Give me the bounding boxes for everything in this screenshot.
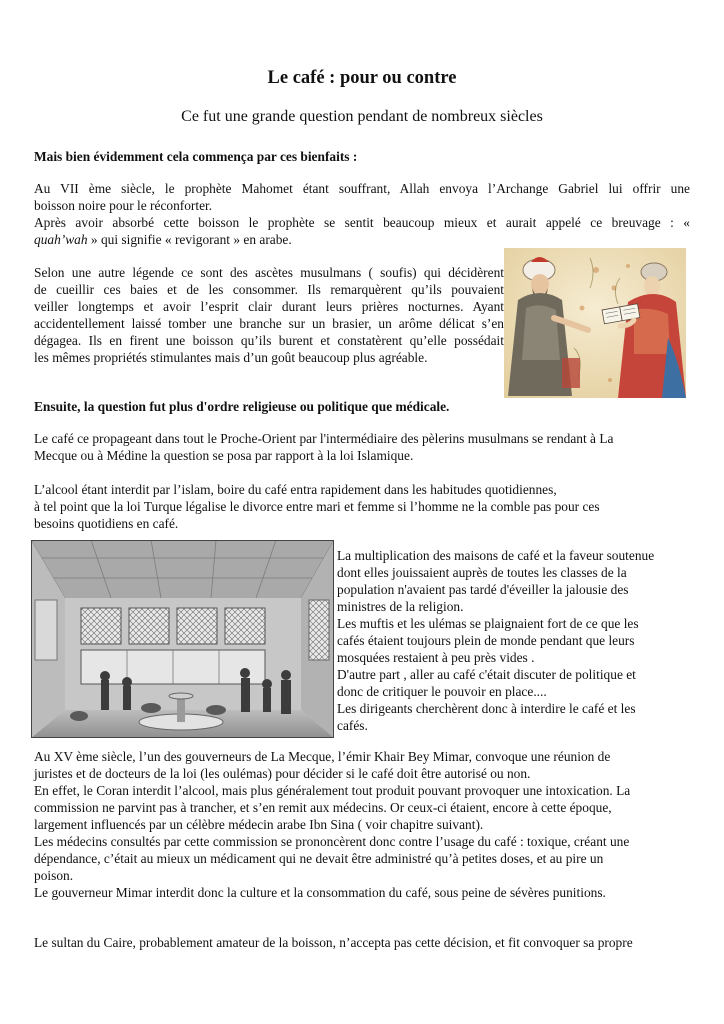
text-line: dépendance, c’était au mieux un médicament qui ne devait être administré qu’à petites doses, et au pire un: [34, 851, 604, 866]
text-line: L’alcool étant interdit par l’islam, boire du café entra rapidement dans les habitudes quotidiennes,: [34, 482, 557, 497]
text-line: ministres de la religion.: [337, 599, 464, 614]
paragraph-alcool: [34, 481, 690, 532]
text-line: Après avoir absorbé cette boisson le prophète se sentit beaucoup mieux et aurait appelé ce breuvage : «: [34, 215, 690, 230]
text-line: [34, 231, 690, 248]
persian-miniature-sufis-image: [504, 248, 686, 398]
text-line: Les dirigeants cherchèrent donc à interdire le café et les: [337, 701, 636, 716]
text-line: poison.: [34, 868, 74, 883]
text-line: Le sultan du Caire, probablement amateur de la boisson, n’accepta pas cette décision, et fit convoquer sa propre: [34, 935, 633, 950]
text-line: dont elles jouissaient auprès de toutes les classes de la: [337, 565, 627, 580]
text-line: les mêmes propriétés stimulantes mais d’un goût beaucoup plus agréable.: [34, 350, 428, 365]
text-line: En effet, le Coran interdit l’alcool, mais plus généralement tout produit pouvant provoquer une intoxication. La: [34, 783, 631, 798]
text-line: La multiplication des maisons de café et la faveur soutenue: [337, 548, 655, 563]
paragraph-maisons-de-cafe: [337, 547, 689, 734]
text-line: dégagea. Ils en firent une boisson qu’ils burent et constatèrent qu’elle possédait: [34, 333, 504, 348]
text-fragment: » qui signifie « revigorant » en arabe.: [87, 232, 292, 247]
text-line: mosquées restaient à peu près vides .: [337, 650, 535, 665]
text-line: juristes et de docteurs de la loi (les oulémas) pour décider si le café doit être autorisé ou non.: [34, 766, 531, 781]
text-line: largement influencés par un célèbre médecin arabe Ibn Sina ( voir chapitre suivant).: [34, 817, 484, 832]
paragraph-propagation: [34, 430, 690, 464]
text-line: Le gouverneur Mimar interdit donc la culture et la consommation du café, sous peine de sévères punitions.: [34, 885, 606, 900]
text-line: accidentellement laissé tomber une branche sur un brasier, un arôme délicat s’en: [34, 316, 504, 331]
text-line: veiller longtemps et avoir l’esprit clair durant leurs prières nocturnes. Ayant: [34, 299, 504, 314]
text-line: besoins quotidiens en café.: [34, 516, 179, 531]
text-line: boisson noire pour le réconforter.: [34, 198, 213, 213]
text-line: Les médecins consultés par cette commission se prononcèrent donc contre l’usage du café : toxique, créant une: [34, 834, 630, 849]
text-line: Le café ce propageant dans tout le Proche-Orient par l'intermédiaire des pèlerins musulmans se rendant à La: [34, 431, 614, 446]
text-line: cafés.: [337, 718, 368, 733]
text-line: de cueillir ces baies et de les consommer. Ils remarquèrent qu’ils pouvaient: [34, 282, 504, 297]
text-line: Au VII ème siècle, le prophète Mahomet étant souffrant, Allah envoya l’Archange Gabriel lui offrir une: [34, 181, 690, 196]
text-line: cafés étaient toujours plein de monde pendant que leurs: [337, 633, 635, 648]
text-line: population n'avaient pas tardé d'éveiller la jalousie des: [337, 582, 629, 597]
text-line: à tel point que la loi Turque légalise le divorce entre mari et femme si l’homme ne la comble pas pour ces: [34, 499, 600, 514]
quahwah-term: quah’wah: [34, 232, 88, 247]
ottoman-coffeehouse-engraving-image: [31, 540, 334, 738]
page-title: Le café : pour ou contre: [267, 68, 457, 88]
text-line: donc de critiquer le pouvoir en place....: [337, 684, 547, 699]
text-line: commission ne parvint pas à trancher, et s’en remit aux médecins. Or ceux-ci étaient, encore à cette époque,: [34, 800, 612, 815]
paragraph-sultan-caire: [34, 934, 690, 951]
paragraph-khair-bey: [34, 748, 690, 901]
section-heading-religieuse: Ensuite, la question fut plus d'ordre religieuse ou politique que médicale.: [34, 399, 450, 414]
text-line: Les muftis et les ulémas se plaignaient fort de ce que les: [337, 616, 639, 631]
paragraph-mahomet: [34, 180, 690, 248]
text-line: D'autre part , aller au café c'était discuter de politique et: [337, 667, 636, 682]
paragraph-soufis: [34, 264, 504, 366]
text-line: Au XV ème siècle, l’un des gouverneurs de La Mecque, l’émir Khair Bey Mimar, convoque une réunion de: [34, 749, 611, 764]
text-line: Mecque ou à Médine la question se posa par rapport à la loi Islamique.: [34, 448, 414, 463]
section-heading-bienfaits: Mais bien évidemment cela commença par ces bienfaits :: [34, 149, 358, 164]
text-line: Selon une autre légende ce sont des ascètes musulmans ( soufis) qui décidèrent: [34, 265, 504, 280]
page-subtitle: Ce fut une grande question pendant de nombreux siècles: [181, 108, 543, 125]
